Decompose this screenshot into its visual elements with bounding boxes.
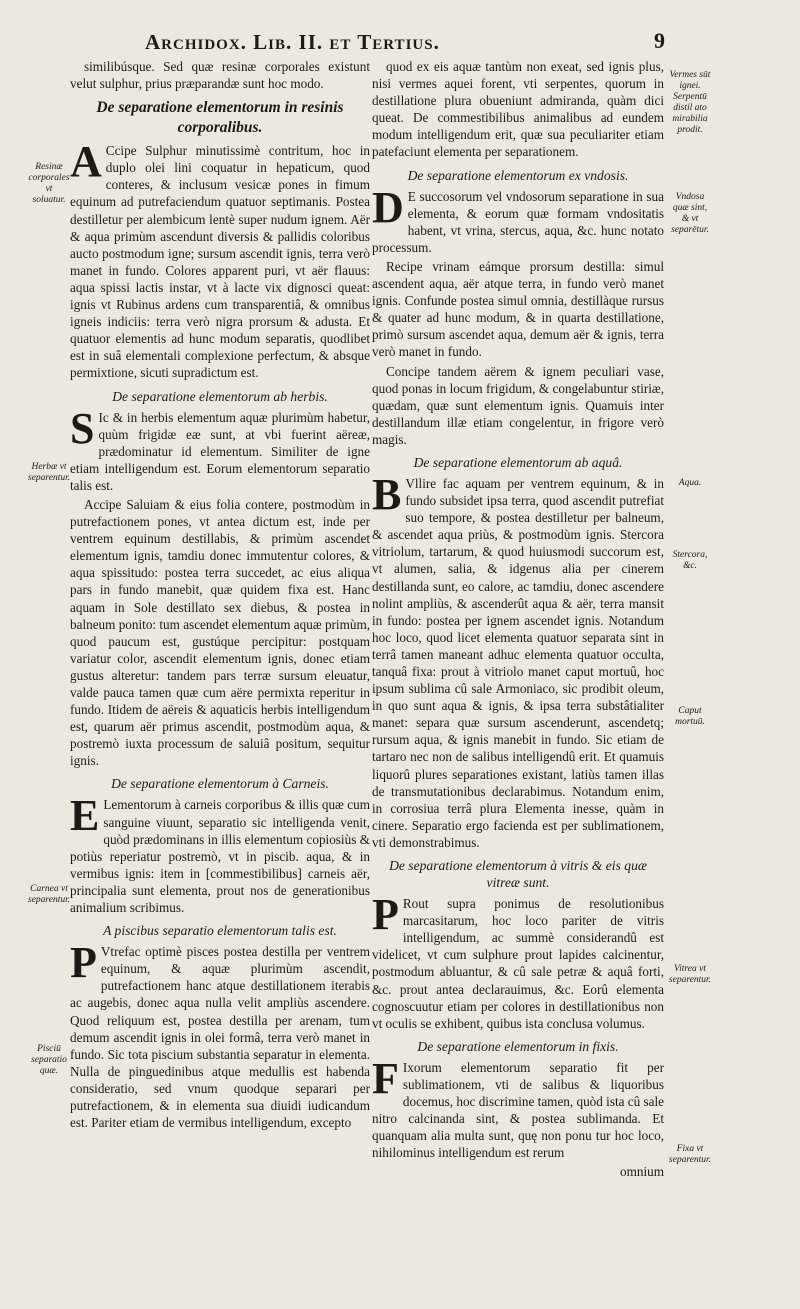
catchword: omnium <box>620 1164 664 1180</box>
drop-initial: A <box>70 137 102 187</box>
margin-note-herbae: Herbæ vt separentur. <box>28 462 71 483</box>
paragraph: quod ex eis aquæ tantùm non exeat, sed ignis plus, nisi vermes aquei forent, vti serpentes, quorum in destillatione plura obueniunt admiranda, quàm dici queat. De commestibilibus animalibus ad eundem modum intelligendum erit, quæ sua peculiariter etiam patefaciunt elementa per separationem. <box>372 59 664 160</box>
paragraph-text: Lementorum à carneis corporibus & illis quæ cum sanguine viuunt, separatio sic intelligenda venit, quòd prædominans in illis elementum copiosiùs & potiùs reperiatur postremò, vt in piscib. aqua, & in vermibus ignis: item in [commestibilibus] carneis aër, principalia sunt elementa, prout nos de generationibus animalium scribimus. <box>70 797 370 916</box>
paragraph: Accipe Saluiam & eius folia contere, postmodùm in putrefactionem pones, vt antea dictum est, inde per ventrem equinum destillabis, & primùm ascendet elementum ignis, tamdiu donec immutentur colores, & aqua spissitudo: postea terra succedet, ac eius aliqua pars in fundo manebit, quæ quidem fixa est. Hanc aquam in Sole destillato sex diebus, & postea in balneum ponito: tum ascendet elementum aquæ primùm, quod paucum est, gustúque percipitur: postquam variatur color, ascendit elementum ignis, donec etiam gustus alteretur: tandem pars terræ sursum eleuatur, valde pauca tamen quæ cum aëre permixta reperitur in fundo. Itidem de aëreis & aquaticis herbis intelligendum est, quarum aër primus ascendit, postmodùm aqua, & postremò iuxta processum de saluiâ positum, sequitur ignis. <box>70 496 370 769</box>
paragraph: Concipe tandem aërem & ignem peculiari vase, quod ponas in locum frigidum, & congelabuntur stiriæ, quædam, quæ sunt elementum ignis. Quamuis inter destillandum illæ etiam congelentur, in frigore verò magis. <box>372 363 664 447</box>
section-heading: De separatione elementorum ab aquâ. <box>413 454 623 470</box>
margin-note-fixa: Fixa vt separentur. <box>668 1144 712 1165</box>
paragraph <box>372 469 664 851</box>
paragraph: Recipe vrinam eámque prorsum destilla: simul ascendent aqua, aër atque terra, in fundo verò manet ignis. Confunde postea simul omnia, destillàque rursus & quater ad hunc modum, & in quarta destillatione, primò sursum ascendet aqua, demum aër & ignis, terra verò manet in fundo. <box>372 258 664 360</box>
section-heading: De separatione elementorum à Carneis. <box>111 776 329 792</box>
margin-note-caput: Caput mortuū. <box>675 706 705 727</box>
paragraph <box>372 890 664 1032</box>
section-heading: De separatione elementorum ab herbis. <box>112 388 328 404</box>
paragraph: similibúsque. Sed quæ resinæ corporales existunt velut sulphur, prius præparandæ sunt hoc modo. <box>70 59 370 92</box>
margin-note-stercora: Stercora, &c. <box>672 550 708 571</box>
paragraph-text: Ccipe Sulphur minutissimè contritum, hoc in duplo olei lini coquatur in hepaticum, quod conteres, & inclusum vesicæ pones in fimum equinum ad putrefaciendum quatuor septimanis. Postea destilletur per alembicum lentè super nudum ignem. Aër & aqua primùm ascendunt diversis & pallidis coloribus aucto postmodum igne; sursum ascendit ignis, terra verò manet in fundo. Colores apparent puri, vt aër flauus: aqua spissi lactis instar, vt à lacte vix dignosci queat: ignis vt Rubinus ardens cum transparentiâ, & omnibus igneis indiciis: terra verò nigra prorsum & adusta. Et quatuor elementis ad hunc modum separatis, quodlibet est in suâ elementali complexione perfectum, & absque permixtione, sicuti supradictum est. <box>70 143 370 381</box>
paragraph <box>372 1053 665 1162</box>
paragraph <box>70 791 370 916</box>
drop-initial: P <box>372 890 399 940</box>
drop-initial: F <box>372 1053 399 1103</box>
page-header <box>145 30 665 58</box>
running-title: Archidox. Lib. II. et Tertius. <box>145 30 440 54</box>
paragraph <box>70 938 370 1131</box>
paragraph <box>372 182 664 256</box>
drop-initial: B <box>372 469 402 519</box>
section-heading: De separatione elementorum in resinis corporalibus. <box>96 99 344 137</box>
section-heading: De separatione elementorum ex vndosis. <box>407 167 629 183</box>
section-heading: De separatione elementorum à vitris & eis quæ vitreæ sunt. <box>389 858 647 891</box>
left-text-column <box>70 58 370 1133</box>
margin-note-aqua: Aqua. <box>678 478 702 488</box>
margin-note-resinae: Resinæ corporales vt soluatur. <box>28 162 70 205</box>
paragraph-text: E succosorum vel vndosorum separatione in sua elementa, & eorum quæ formam vndositatis habent, vt vrina, stercus, aqua, &c. hunc notato processum. <box>372 188 664 255</box>
paragraph-text: Ixorum elementorum separatio fit per sublimationem, vti de salibus & liquoribus docemus, hoc discrimine tamen, quòd ista cû sale nitro calcinanda sint, & postea sublimanda. Et quanquam alia multa sunt, quę non ponu tur hoc loco, nihilominus intelligendum est rerum <box>372 1059 665 1161</box>
page-number: 9 <box>654 28 665 53</box>
paragraph <box>70 403 370 494</box>
drop-initial: P <box>70 938 97 988</box>
margin-note-vndosa: Vndosa quæ sint, & vt separētur. <box>671 192 709 235</box>
paragraph-text: Vtrefac optimè pisces postea destilla per ventrem equinum, & aquæ plurimùm ascendit, putrefactionem hanc atque destillationem iterabis ac augebis, donec aqua nulla velit ampliùs ascendere. Quod reliquum est, postea destilla per arenam, tum demum ascendit ignis in olei formâ, terra verò manet in fundo. Sic tota piscium substantia separatur in elementa. Nulla de pinguedinibus atque medullis est habenda consideratio, sed vnum quodque separari per putrefactionem, & in elementa sua diuidi iudicandum est. Pariter etiam de vermibus intelligendum, excepto <box>70 944 370 1131</box>
drop-initial: S <box>70 403 95 453</box>
section-heading: A piscibus separatio elementorum talis est. <box>103 923 337 939</box>
drop-initial: D <box>372 182 404 232</box>
right-text-column <box>372 58 664 1182</box>
drop-initial: E <box>70 791 100 841</box>
paragraph-text: Rout supra ponimus de resolutionibus marcasitarum, hoc loco pariter de vitris intelligendum, ac summè considerandû est videlicet, vt cum sulphure prout lapides calcinentur, postmodum abluantur, & cû sale petræ & aquâ forti, &c. prout antea declarauimus, &c. Eorû elementa cognoscuutur etiam per colores in destillationibus non vt oculis se exhibent, quibus ista conclusa volumus. <box>372 896 664 1031</box>
paragraph <box>70 137 370 381</box>
margin-note-pisces: Pisciū separatio quæ. <box>31 1044 67 1076</box>
margin-note-vermes: Vermes sūt ignei. Serpentū distil ato mirabilia prodit. <box>669 70 711 135</box>
margin-note-vitrea: Vitrea vt separentur. <box>668 964 712 985</box>
paragraph-text: Vllire fac aquam per ventrem equinum, & in fundo subsidet ipsa terra, quod ascendit putrefiat suo tempore, & postea destilletur per balneum, & ascendet aqua priùs, & postmodùm ignis. Stercora vitriolum, tartarum, & quod huiusmodi succorum est, vt alumen, salia, & idgenus alia per cinerem destillanda sunt, eo calore, ac tamdiu, donec ascendere nolint ampliùs, & ascenderût aqua & aër, terra mansit in fundo: postea per ignem ascendet ignis. Notandum hoc loco, quod licet elementa quatuor separata sint in terrâ tamen maneant adhuc elementa quatuor occulta, tanquâ fixa: prout à vitriolo manet caput mortuû, hoc ipsum sublima cû sale Armoniaco, sic prodibit oleum, in quo sunt aqua & ignis, & ipsa terra substâtialiter manet: separa quæ sursum ascenderunt, ascendetq; rursum aqua, & ignis manebit in fundo. Sic etiam de tartaro nec non de salibus intelligendû erit. Et quamuis liquorû plures separationes existant, latiùs tamen illas de transmutationibus declarabimus. Notandum enim, in corrosiua terrâ plura Elementa inesse, quàm in cinere. Separatio ergo facienda est per sublimationem, vti demonstrabimus. <box>372 475 664 850</box>
section-heading: De separatione elementorum in fixis. <box>417 1038 619 1054</box>
paragraph-text: Ic & in herbis elementum aquæ plurimùm habetur, quùm frigidæ eæ sunt, at vbi fuerint aëreæ, prædominatur id elementum. Similiter de igne etiam intelligendum est. Eorum elementorum separatio talis est. <box>70 409 370 493</box>
margin-note-carnea: Carnea vt separentur. <box>28 884 71 905</box>
